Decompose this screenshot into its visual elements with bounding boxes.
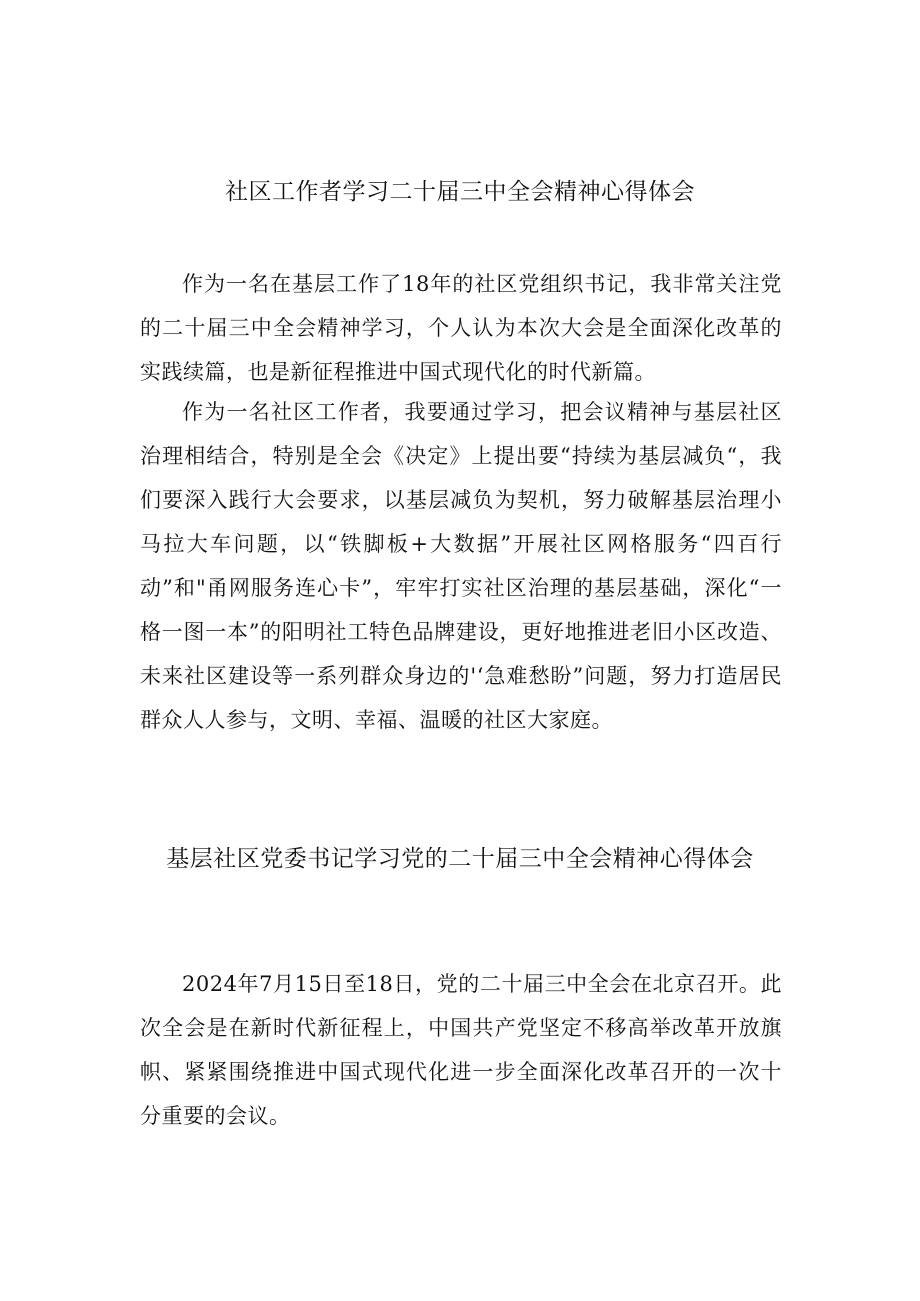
article-1-paragraph-2: 作为一名社区工作者，我要通过学习，把会议精神与基层社区治理相结合，特别是全会《决定》上提出要“持续为基层减负“，我们要深入践行大会要求，以基层减负为契机，努力破解基层治理小马拉大车问题，以“铁脚板+大数据”开展社区网格服务“四百行动”和"甬网服务连心卡”，牢牢打实社区治理的基层基础，深化“一格一图一本”的阳明社工特色品牌建设，更好地推进老旧小区改造、未来社区建设等一系列群众身边的'‘急难愁盼”问题，努力打造居民群众人人参与，文明、幸福、温暖的社区大家庭。: [140, 400, 782, 732]
article-2-title: 基层社区党委书记学习党的二十届三中全会精神心得体会: [166, 846, 754, 872]
article-2-paragraph-1: 2024年7月15日至18日，党的二十届三中全会在北京召开。此次全会是在新时代新征程上，中国共产党坚定不移高举改革开放旗帜、紧紧围绕推进中国式现代化进一步全面深化改革召开的一次十分重要的会议。: [140, 972, 782, 1128]
article-1-title: 社区工作者学习二十届三中全会精神心得体会: [225, 179, 695, 205]
article-1-paragraph-1: 作为一名在基层工作了18年的社区党组织书记，我非常关注党的二十届三中全会精神学习，个人认为本次大会是全面深化改革的实践续篇，也是新征程推进中国式现代化的时代新篇。: [140, 272, 782, 384]
